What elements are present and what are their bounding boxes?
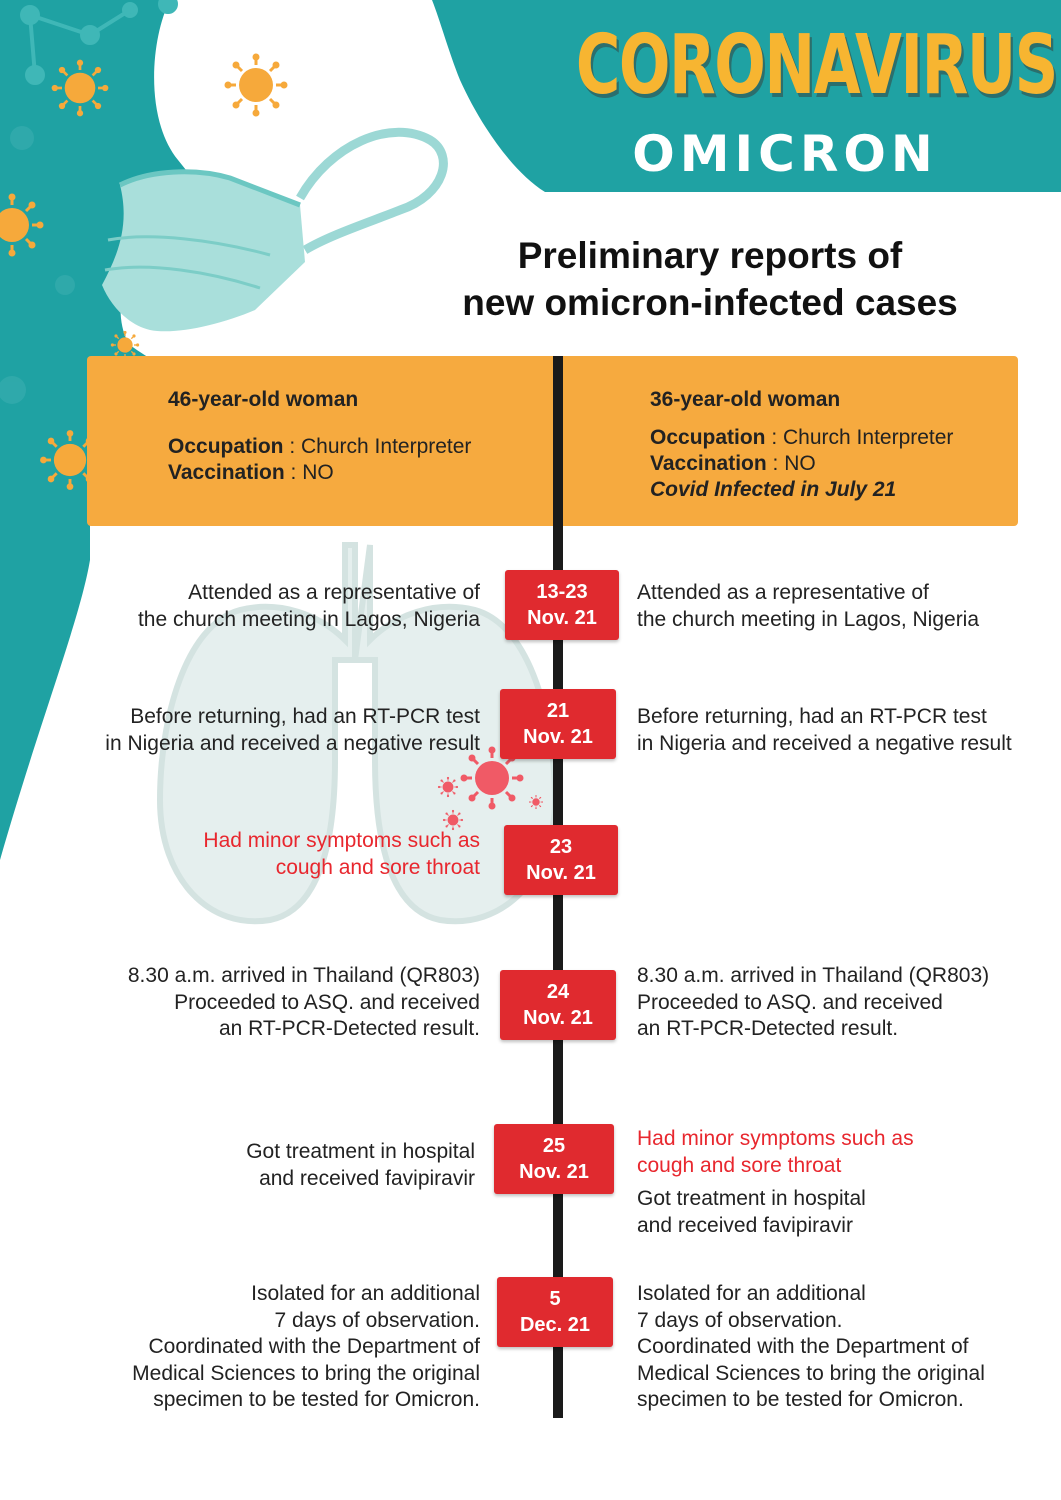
vaccination-row <box>650 451 1010 477</box>
date-badge <box>504 825 618 895</box>
occupation-row <box>650 425 1010 451</box>
subtitle: OMICRON <box>632 125 938 183</box>
timeline-right-red-text: Had minor symptoms such as cough and sore throat <box>637 1127 914 1177</box>
date-badge <box>497 1277 613 1347</box>
timeline-left-text: Attended as a representative of the church meeting in Lagos, Nigeria <box>137 581 480 631</box>
date-line: 25 <box>542 1135 566 1157</box>
virus-icon <box>529 795 543 809</box>
occupation-label: Occupation <box>650 426 766 449</box>
vaccination-label: Vaccination <box>650 452 767 475</box>
date-line: Nov. 21 <box>527 607 597 629</box>
timeline-right-text: 8.30 a.m. arrived in Thailand (QR803) Proceeded to ASQ. and received an RT-PCR-Detected result. <box>637 964 990 1040</box>
date-line: Nov. 21 <box>523 726 593 748</box>
date-line: Nov. 21 <box>526 862 596 884</box>
date-line: Nov. 21 <box>519 1161 589 1183</box>
vaccination-label: Vaccination <box>168 461 285 484</box>
patient-profile-left <box>168 387 538 486</box>
virus-icon <box>225 54 288 117</box>
virus-icon <box>438 777 458 797</box>
timeline-left-text: Before returning, had an RT-PCR test in Nigeria and received a negative result <box>105 705 480 755</box>
timeline-left-text: Got treatment in hospital and received favipiravir <box>246 1140 475 1190</box>
occupation-value: : Church Interpreter <box>765 426 954 449</box>
date-badge <box>494 1124 614 1194</box>
date-line: 5 <box>549 1288 561 1310</box>
date-line: Dec. 21 <box>519 1314 591 1336</box>
timeline-right-text: Isolated for an additional 7 days of observation. Coordinated with the Department of Medical Sciences to bring the original specimen to be tested for Omicron. <box>637 1282 985 1411</box>
main-title: CORONAVIRUS <box>575 18 1057 113</box>
virus-icon <box>111 331 139 359</box>
occupation-label: Occupation <box>168 435 284 458</box>
timeline-left-text: 8.30 a.m. arrived in Thailand (QR803) Proceeded to ASQ. and received an RT-PCR-Detected result. <box>127 964 480 1040</box>
virus-icon <box>52 60 109 117</box>
timeline-left-text: Isolated for an additional 7 days of observation. Coordinated with the Department of Medical Sciences to bring the original specimen to be tested for Omicron. <box>132 1282 480 1411</box>
timeline-right-text: Attended as a representative of the church meeting in Lagos, Nigeria <box>637 581 980 631</box>
patient-name: 36-year-old woman <box>650 388 841 411</box>
date-line: 13-23 <box>536 581 588 603</box>
date-badge <box>505 570 619 640</box>
heading-line: new omicron-infected cases <box>462 282 958 323</box>
occupation-row <box>168 434 538 460</box>
page-heading <box>420 232 1000 326</box>
timeline-right-text: Before returning, had an RT-PCR test in Nigeria and received a negative result <box>637 705 1012 755</box>
vaccination-value: : NO <box>284 461 334 484</box>
occupation-value: : Church Interpreter <box>283 435 472 458</box>
vaccination-row <box>168 460 538 486</box>
date-line: 24 <box>546 981 570 1003</box>
date-badge <box>500 970 616 1040</box>
patient-profile-right <box>650 387 1010 503</box>
timeline-right-text: Got treatment in hospital and received favipiravir <box>637 1187 866 1237</box>
date-line: Nov. 21 <box>523 1007 593 1029</box>
date-line: 21 <box>546 700 570 722</box>
vaccination-value: : NO <box>766 452 816 475</box>
heading-line: Preliminary reports of <box>517 235 903 276</box>
patient-name: 46-year-old woman <box>168 388 359 411</box>
date-line: 23 <box>549 836 573 858</box>
date-badge <box>500 689 616 759</box>
infection-note: Covid Infected in July 21 <box>650 478 897 501</box>
timeline-left-text: Had minor symptoms such as cough and sore throat <box>203 829 480 879</box>
